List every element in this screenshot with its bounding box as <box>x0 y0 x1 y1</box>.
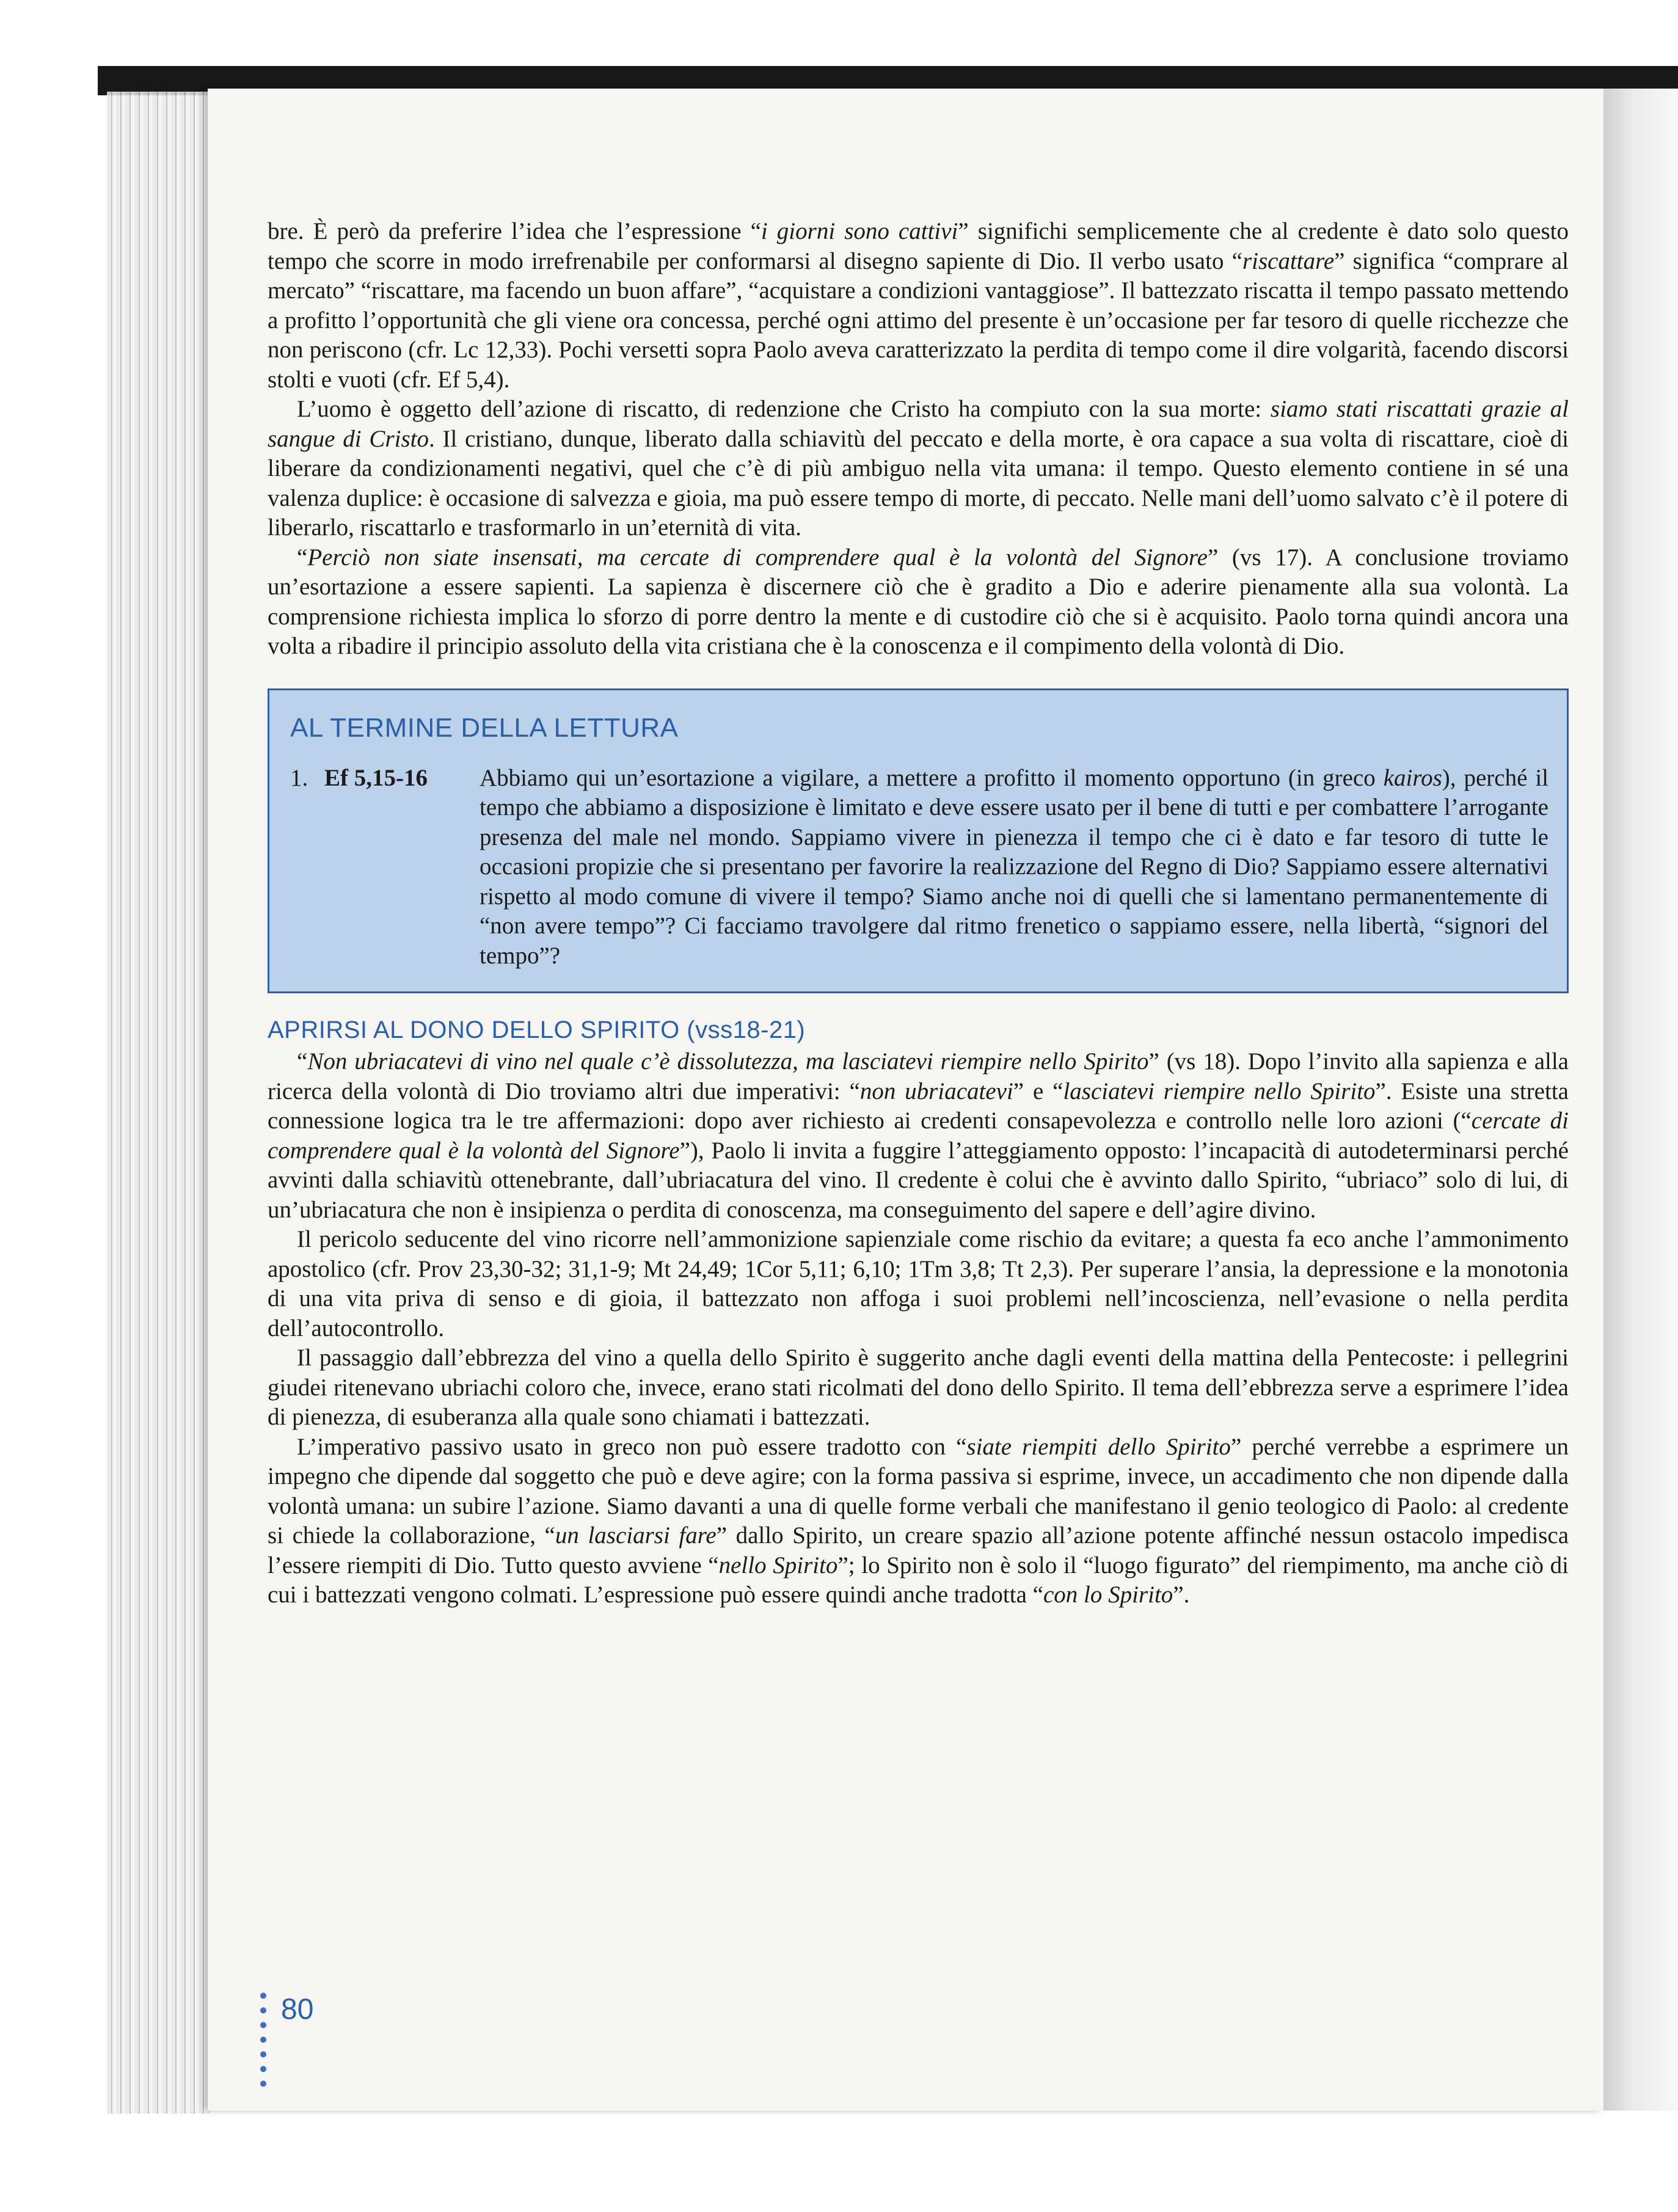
page-number-dots <box>259 1993 268 2095</box>
box-title: AL TERMINE DELLA LETTURA <box>290 712 679 743</box>
dot-icon <box>260 2066 266 2072</box>
section-heading: APRIRSI AL DONO DELLO SPIRITO (vss18-21) <box>268 1017 806 1043</box>
box-item <box>290 764 1549 971</box>
paragraph-6: Il passaggio dall’ebbrezza del vino a quella dello Spirito è suggerito anche dagli eventi della mattina della Pentecoste: i pellegrini giudei ritenevano ubriachi coloro che, invece, erano stati ricolmati del dono dello Spirito. Il tema dell’ebbrezza serve a esprimere l’idea di pienezza, di esuberanza alla quale sono chiamati i battezzati. <box>268 1345 1569 1430</box>
dot-icon <box>260 2051 266 2057</box>
page-gutter <box>1603 89 1678 2111</box>
reading-box <box>268 688 1569 994</box>
dot-icon <box>260 2081 266 2087</box>
box-item-reference: Ef 5,15-16 <box>324 764 428 791</box>
box-item-text: Abbiamo qui un’esortazione a vigilare, a mettere a profitto il momento opportuno (in greco kairos), perché il tempo che abbiamo a disposizione è limitato e deve essere usato per il bene di tutti e per combattere l’arrogante presenza del male nel mondo. Sappiamo vivere in pienezza il tempo che ci è dato e far tesoro di tutte le occasioni propizie che si presentano per favorire la realizzazione del Regno di Dio? Sappiamo essere alternativi rispetto al modo comune di vivere il tempo? Siamo anche noi di quelli che si lamentano permanentemente di “non avere tempo”? Ci facciamo travolgere dal ritmo frenetico o sappiamo essere, nella libertà, “signori del tempo”? <box>480 764 1549 969</box>
page-stack-edges <box>107 92 211 2114</box>
box-item-number: 1. <box>290 764 308 791</box>
paragraph-4: “Non ubriacatevi di vino nel quale c’è dissolutezza, ma lasciatevi riempire nello Spirito” (vs 18). Dopo l’invito alla sapienza e alla ricerca della volontà di Dio troviamo altri due imperativi: “non ubriacatevi” e “lasciatevi riempire nello Spirito”. Esiste una stretta connessione logica tra le tre affermazioni: dopo aver richiesto ai credenti consapevolezza e controllo nelle loro azioni (“cercate di comprendere qual è la volontà del Signore”), Paolo li invita a fuggire l’atteggiamento opposto: l’incapacità di autodeterminarsi perché avvinti dalla schiavitù ottenebrante, dall’ubriacatura del vino. Il credente è colui che è avvinto dallo Spirito, “ubriaco” solo di lui, di un’ubriacatura che non è insipienza o perdita di conoscenza, ma conseguimento del sapere e dell’agire divino. <box>268 1048 1569 1223</box>
page-number: 80 <box>281 1993 314 2026</box>
paragraph-3: “Perciò non siate insensati, ma cercate di comprendere qual è la volontà del Signore” (vs 17). A conclusione troviamo un’esortazione a essere sapienti. La sapienza è discernere ciò che è gradito a Dio e aderire pienamente alla sua volontà. La comprensione richiesta implica lo sforzo di porre dentro la mente e di custodire ciò che si è acquisito. Paolo torna quindi ancora una volta a ribadire il principio assoluto della vita cristiana che è la conoscenza e il compimento della volontà di Dio. <box>268 544 1569 659</box>
paragraph-1: bre. È però da preferire l’idea che l’espressione “i giorni sono cattivi” significhi semplicemente che al credente è dato solo questo tempo che scorre in modo irrefrenabile per conformarsi al disegno sapiente di Dio. Il verbo usato “riscattare” significa “comprare al mercato” “riscattare, ma facendo un buon affare”, “acquistare a condizioni vantaggiose”. Il battezzato riscatta il tempo passato mettendo a profitto l’opportunità che gli viene ora concessa, perché ogni attimo del presente è un’occasione per far tesoro di quelle ricchezze che non periscono (cfr. Lc 12,33). Pochi versetti sopra Paolo aveva caratterizzato la perdita di tempo come il dire volgarità, facendo discorsi stolti e vuoti (cfr. Ef 5,4). <box>268 218 1569 393</box>
page-content <box>268 217 1569 1610</box>
dot-icon <box>260 2007 266 2013</box>
paragraph-5: Il pericolo seducente del vino ricorre nell’ammonizione sapienziale come rischio da evitare; a questa fa eco anche l’ammonimento apostolico (cfr. Prov 23,30-32; 31,1-9; Mt 24,49; 1Cor 5,11; 6,10; 1Tm 3,8; Tt 2,3). Per superare l’ansia, la depressione e la monotonia di una vita priva di senso e di gioia, il battezzato non affoga i suoi problemi nell’incoscienza, nell’evasione o nella perdita dell’autocontrollo. <box>268 1226 1569 1341</box>
paragraph-7: L’imperativo passivo usato in greco non può essere tradotto con “siate riempiti dello Spirito” perché verrebbe a esprimere un impegno che dipende dal soggetto che può e deve agire; con la forma passiva si esprime, invece, un accadimento che non dipende dalla volontà umana: un subire l’azione. Siamo davanti a una di quelle forme verbali che manifestano il genio teologico di Paolo: al credente si chiede la collaborazione, “un lasciarsi fare” dallo Spirito, un creare spazio all’azione potente affinché nessun ostacolo impedisca l’essere riempiti di Dio. Tutto questo avviene “nello Spirito”; lo Spirito non è solo il “luogo figurato” del riempimento, ma anche ciò di cui i battezzati vengono colmati. L’espressione può essere quindi anche tradotta “con lo Spirito”. <box>268 1433 1569 1608</box>
paragraph-2: L’uomo è oggetto dell’azione di riscatto, di redenzione che Cristo ha compiuto con la sua morte: siamo stati riscattati grazie al sangue di Cristo. Il cristiano, dunque, liberato dalla schiavitù del peccato e della morte, è ora capace a sua volta di riscattare, cioè di liberare da condizionamenti negativi, quel che c’è di più ambiguo nella vita umana: il tempo. Questo elemento contiene in sé una valenza duplice: è occasione di salvezza e gioia, ma può essere tempo di morte, di peccato. Nelle mani dell’uomo salvato c’è il potere di liberarlo, riscattarlo e trasformarlo in un’eternità di vita. <box>268 396 1569 541</box>
dot-icon <box>260 2022 266 2028</box>
dot-icon <box>260 1993 266 1999</box>
dot-icon <box>260 2037 266 2043</box>
